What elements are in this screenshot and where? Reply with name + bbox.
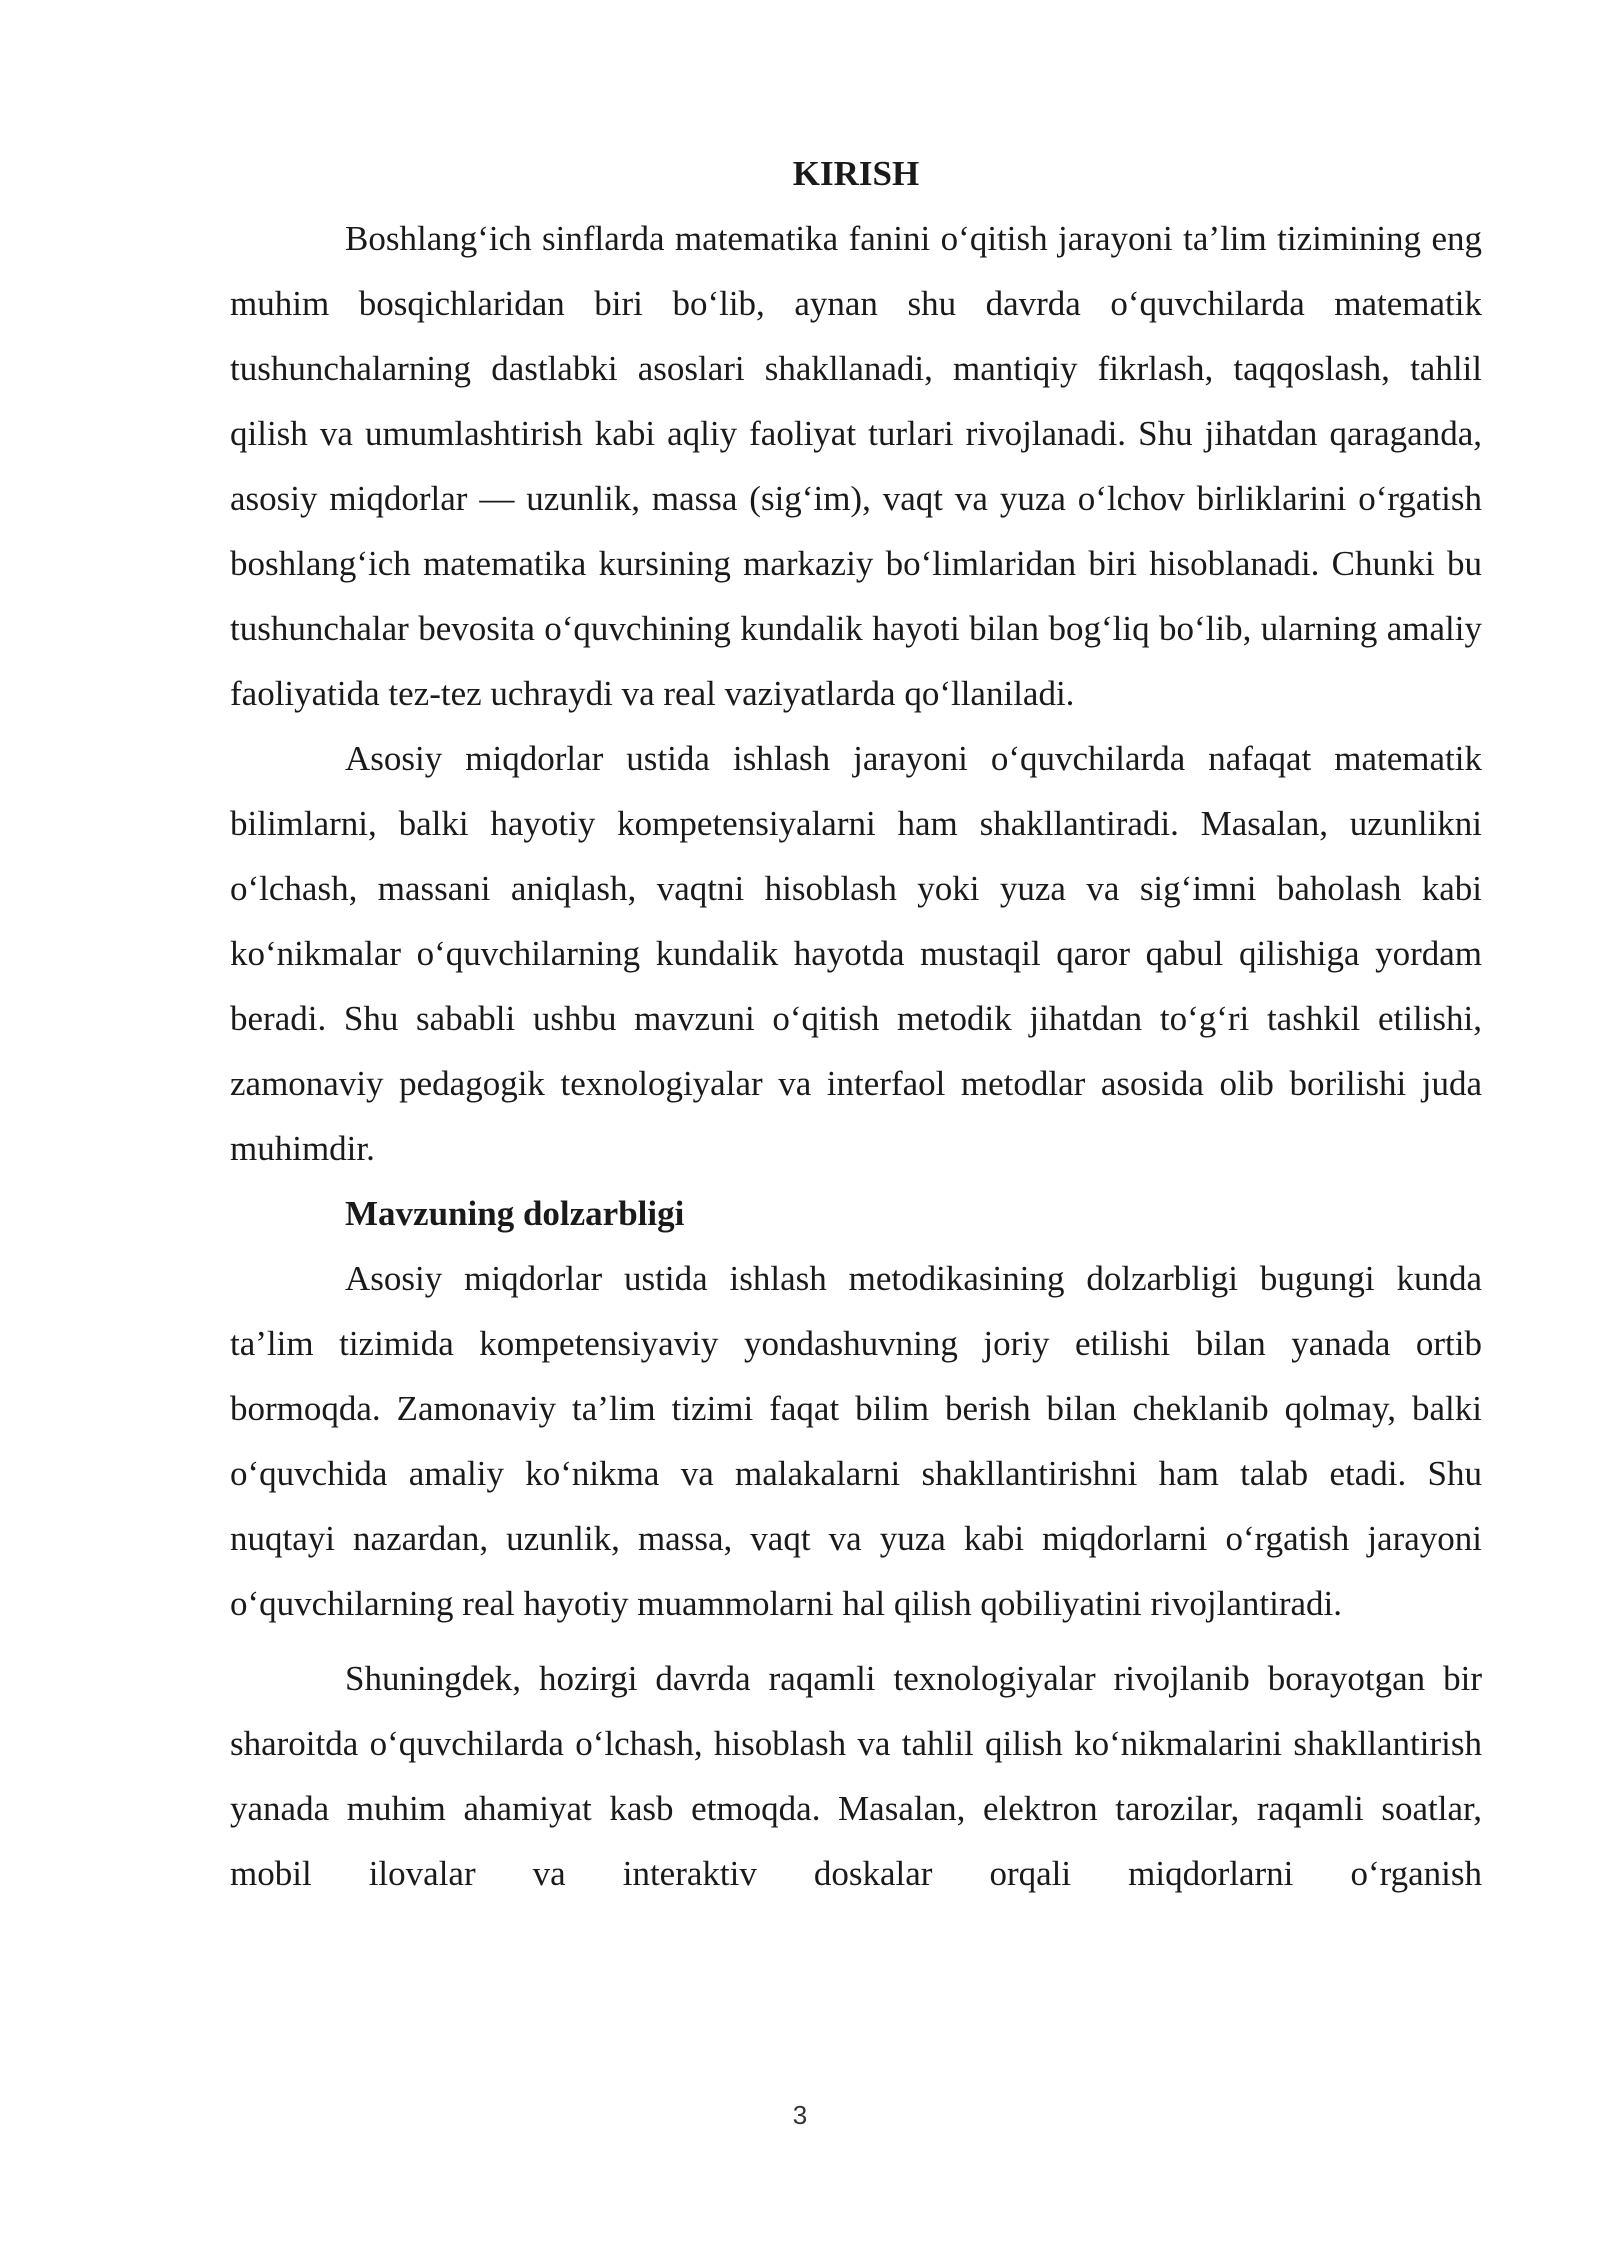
section-heading-relevance: Mavzuning dolzarbligi — [345, 1194, 685, 1233]
paragraph-relevance: Asosiy miqdorlar ustida ishlash metodikasining dolzarbligi bugungi kunda ta’lim tizimida kompetensiyaviy yondashuvning joriy etilishi bilan yanada ortib bormoqda. Zamonaviy ta’lim tizimi faqat bilim berish bilan cheklanib qolmay, balki o‘quvchida amaliy ko‘nikma va malakalarni shakllantirishni ham talab etadi. Shu nuqtayi nazardan, uzunlik, massa, vaqt va yuza kabi miqdorlarni o‘rgatish jarayoni o‘quvchilarning real hayotiy muammolarni hal qilish qobiliyatini rivojlantiradi. — [230, 1259, 1482, 1623]
paragraph-skills: Asosiy miqdorlar ustida ishlash jarayoni o‘quvchilarda nafaqat matematik bilimlarni, balki hayotiy kompetensiyalarni ham shakllantiradi. Masalan, uzunlikni o‘lchash, massani aniqlash, vaqtni hisoblash yoki yuza va sig‘imni baholash kabi ko‘nikmalar o‘quvchilarning kundalik hayotda mustaqil qaror qabul qilishiga yordam beradi. Shu sababli ushbu mavzuni o‘qitish metodik jihatdan to‘g‘ri tashkil etilishi, zamonaviy pedagogik texnologiyalar va interfaol metodlar asosida olib borilishi juda muhimdir. — [230, 739, 1482, 1168]
page-title: KIRISH — [792, 154, 920, 193]
document-page — [230, 150, 1482, 1906]
paragraph-intro: Boshlang‘ich sinflarda matematika fanini o‘qitish jarayoni ta’lim tizimining eng muhim bosqichlaridan biri bo‘lib, aynan shu davrda o‘quvchilarda matematik tushunchalarning dastlabki asoslari shakllanadi, mantiqiy fikrlash, taqqoslash, tahlil qilish va umumlashtirish kabi aqliy faoliyat turlari rivojlanadi. Shu jihatdan qaraganda, asosiy miqdorlar — uzunlik, massa (sig‘im), vaqt va yuza o‘lchov birliklarini o‘rgatish boshlang‘ich matematika kursining markaziy bo‘limlaridan biri hisoblanadi. Chunki bu tushunchalar bevosita o‘quvchining kundalik hayoti bilan bog‘liq bo‘lib, ularning amaliy faoliyatida tez-tez uchraydi va real vaziyatlarda qo‘llaniladi. — [230, 219, 1482, 713]
paragraph-digital: Shuningdek, hozirgi davrda raqamli texnologiyalar rivojlanib borayotgan bir sharoitda o‘quvchilarda o‘lchash, hisoblash va tahlil qilish ko‘nikmalarini shakllantirish yanada muhim ahamiyat kasb etmoqda. Masalan, elektron tarozilar, raqamli soatlar, mobil ilovalar va interaktiv doskalar orqali miqdorlarni o‘rganish — [230, 1659, 1482, 1893]
page-number: 3 — [792, 2100, 808, 2130]
